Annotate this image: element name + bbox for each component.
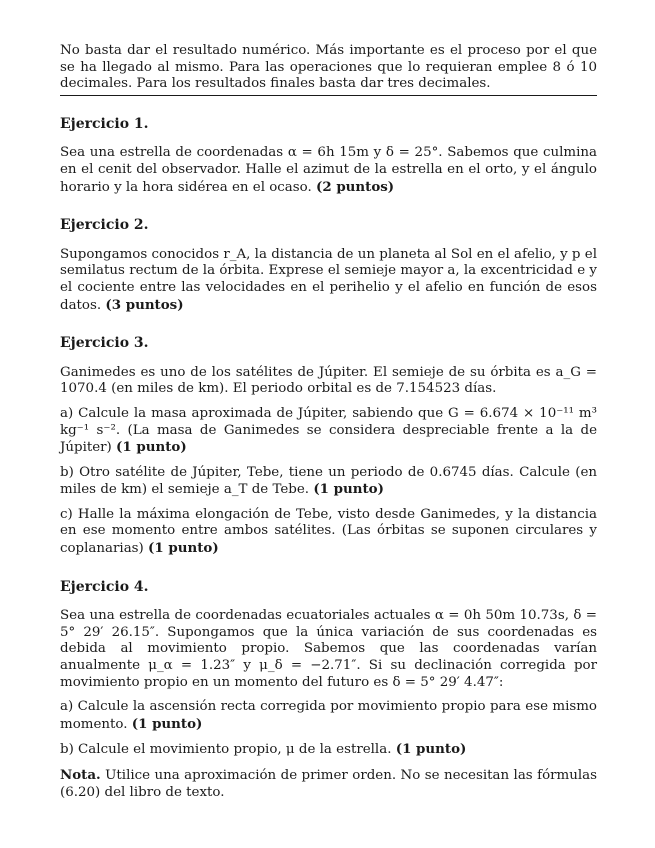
exercise-4-title: Ejercicio 4. (60, 578, 149, 595)
exercise-3-intro: Ganimedes es uno de los satélites de Júpiter. El semieje de su órbita es a_G = 1070.4 (en miles de km). El periodo orbital es de 7.154523 días. (60, 364, 597, 397)
exercise-4-part-a (60, 699, 597, 733)
exercise-3-part-b-text: b) Otro satélite de Júpiter, Tebe, tiene un periodo de 0.6745 días. Calcule (en miles de km) el semieje a_T de Tebe. (60, 464, 597, 498)
exercise-4-part-b (60, 741, 597, 759)
exam-page (60, 43, 597, 801)
exercise-3-part-a (60, 406, 597, 457)
exercise-2 (60, 217, 597, 314)
exercise-3-part-b-points: (1 punto) (313, 481, 384, 498)
exercise-1-statement (60, 145, 597, 196)
exercise-4-part-b-points: (1 punto) (395, 741, 467, 758)
exercise-3-part-a-points: (1 punto) (116, 439, 187, 456)
exercise-3-part-b (60, 465, 597, 499)
exercise-1-title: Ejercicio 1. (60, 115, 149, 132)
exercise-3-part-c-points: (1 punto) (148, 540, 219, 557)
exercise-2-text: Supongamos conocidos r_A, la distancia de un planeta al Sol en el afelio, y p el semilatus rectum de la órbita. Exprese el semieje mayor a, la excentricidad e y el cociente entre las velocidades en el perihelio y el afelio en función de esos datos. (60, 246, 597, 313)
exercise-3-part-c (60, 507, 597, 558)
exercise-4-intro: Sea una estrella de coordenadas ecuatoriales actuales α = 0h 50m 10.73s, δ = 5° 29′ 26.15″. Supongamos que la única variación de sus coordenadas es debida al movimiento propio. Sabemos que las coordenadas varían anualmente μ_α = 1.23″ y μ_δ = −2.71″. Si su declinación corregida por movimiento propio en un momento del futuro es δ = 5° 29′ 4.47″: (60, 608, 597, 690)
exercise-2-statement (60, 247, 597, 314)
exercise-2-title: Ejercicio 2. (60, 217, 149, 234)
exercise-1-points: (2 puntos) (316, 178, 395, 195)
exercise-4-note (60, 767, 597, 801)
exercise-3-title: Ejercicio 3. (60, 335, 149, 352)
exercise-3-part-a-text: a) Calcule la masa aproximada de Júpiter, sabiendo que G = 6.674 × 10⁻¹¹ m³ kg⁻¹ s⁻². (La masa de Ganimedes se considera despreciable frente a la de Júpiter) (60, 405, 597, 456)
exercise-4-part-a-points: (1 punto) (131, 715, 203, 732)
exercise-4-part-b-text: b) Calcule el movimiento propio, μ de la estrella. (60, 742, 392, 758)
exercise-4-part-a-text: a) Calcule la ascensión recta corregida por movimiento propio para ese mismo momento. (60, 699, 597, 732)
exercise-2-points: (3 puntos) (105, 296, 184, 313)
note-text: Utilice una aproximación de primer orden. No se necesitan las fórmulas (6.20) del libro de texto. (60, 768, 597, 800)
note-label: Nota. (60, 767, 101, 783)
exercise-3 (60, 335, 597, 558)
instructions-paragraph: No basta dar el resultado numérico. Más importante es el proceso por el que se ha llegado al mismo. Para las operaciones que lo requieran emplee 8 ó 10 decimales. Para los resultados finales basta dar tres decimales. (60, 43, 597, 96)
exercise-3-part-c-text: c) Halle la máxima elongación de Tebe, visto desde Ganimedes, y la distancia en ese momento entre ambos satélites. (Las órbitas se suponen circulares y coplanarias) (60, 506, 597, 557)
exercise-4 (60, 579, 597, 802)
exercise-1-text: Sea una estrella de coordenadas α = 6h 15m y δ = 25°. Sabemos que culmina en el cenit del observador. Halle el azimut de la estrella en el orto, y el ángulo horario y la hora sidérea en el ocaso. (60, 145, 597, 195)
exercise-1 (60, 116, 597, 196)
